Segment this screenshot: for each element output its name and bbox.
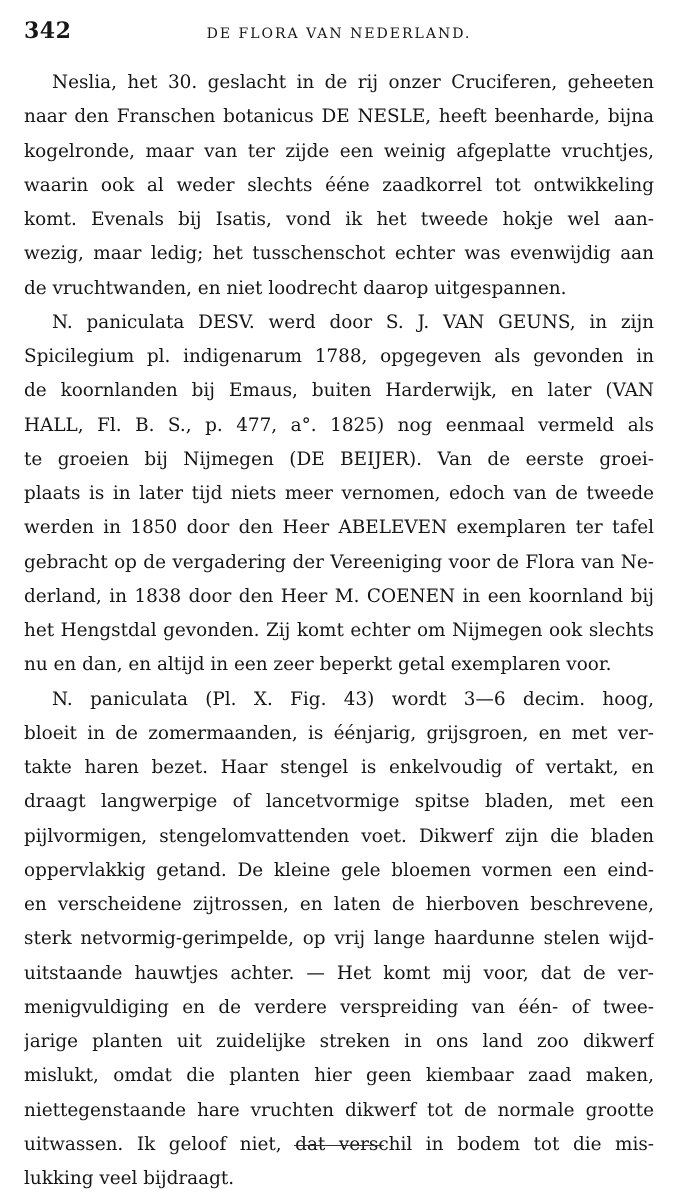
text-line: wezig, maar ledig; het tusschenschot echter was evenwijdig aan xyxy=(24,243,654,265)
text-line: lukking veel bijdraagt. xyxy=(24,1168,235,1189)
text-line: waarin ook al weder slechts ééne zaadkorrel tot ontwikkeling xyxy=(24,174,654,196)
text-line: uitstaande hauwtjes achter. — Het komt mij voor, dat de ver- xyxy=(24,962,654,984)
text-line: derland, in 1838 door den Heer M. COENEN in een koornland bij xyxy=(24,585,654,607)
text-line: HALL, Fl. B. S., p. 477, a°. 1825) nog eenmaal vermeld als xyxy=(24,414,654,436)
text-line: naar den Franschen botanicus DE NESLE, heeft beenharde, bijna xyxy=(24,106,654,128)
text-line: uitwassen. Ik geloof niet, dat verschil in bodem tot die mis- xyxy=(24,1133,654,1155)
text-line: Neslia, het 30. geslacht in de rij onzer Cruciferen, geheeten xyxy=(52,72,654,93)
text-line: Spicilegium pl. indigenarum 1788, opgegeven als gevonden in xyxy=(24,346,654,367)
text-line: kogelronde, maar van ter zijde een weinig afgeplatte vruchtjes, xyxy=(24,140,654,162)
section-divider xyxy=(294,1145,384,1146)
text-line: plaats is in later tijd niets meer vernomen, edoch van de tweede xyxy=(24,483,654,504)
text-line: bloeit in de zomermaanden, is éénjarig, grijsgroen, en met ver- xyxy=(24,722,654,744)
text-line: nu en dan, en altijd in een zeer beperkt getal exemplaren voor. xyxy=(24,654,612,676)
text-line: sterk netvormig-gerimpelde, op vrij lange haardunne stelen wijd- xyxy=(24,928,654,950)
running-title: DE FLORA VAN NEDERLAND. xyxy=(206,26,472,42)
text-line: N. paniculata DESV. werd door S. J. VAN GEUNS, in zijn xyxy=(52,311,654,333)
text-line: werden in 1850 door den Heer ABELEVEN exemplaren ter tafel xyxy=(24,517,654,539)
text-line: takte haren bezet. Haar stengel is enkelvoudig of vertakt, en xyxy=(24,757,654,778)
text-line: oppervlakkig getand. De kleine gele bloemen vormen een eind- xyxy=(24,859,654,881)
text-line: N. paniculata (Pl. X. Fig. 43) wordt 3—6 decim. hoog, xyxy=(52,688,654,710)
text-line: gebracht op de vergadering der Vereeniging voor de Flora van Ne- xyxy=(24,551,654,573)
body-text xyxy=(24,66,654,1196)
text-line: jarige planten uit zuidelijke streken in ons land zoo dikwerf xyxy=(24,1031,654,1052)
text-line: en verscheidene zijtrossen, en laten de hierboven beschrevene, xyxy=(24,894,654,915)
text-line: menigvuldiging en de verdere verspreiding van één- of twee- xyxy=(24,996,654,1018)
text-line: het Hengstdal gevonden. Zij komt echter om Nijmegen ook slechts xyxy=(24,620,654,641)
page-header xyxy=(24,18,654,46)
text-line: niettegenstaande hare vruchten dikwerf tot de normale grootte xyxy=(24,1099,654,1121)
text-line: pijlvormigen, stengelomvattenden voet. Dikwerf zijn die bladen xyxy=(24,825,654,847)
page-number: 342 xyxy=(24,18,72,44)
text-line: draagt langwerpige of lancetvormige spitse bladen, met een xyxy=(24,791,654,813)
text-line: mislukt, omdat die planten hier geen kiembaar zaad maken, xyxy=(24,1065,654,1087)
text-line: de koornlanden bij Emaus, buiten Harderwijk, en later (VAN xyxy=(24,380,654,402)
text-line: te groeien bij Nijmegen (DE BEIJER). Van de eerste groei- xyxy=(24,448,654,470)
text-line: de vruchtwanden, en niet loodrecht daarop uitgespannen. xyxy=(24,277,567,299)
text-line: komt. Evenals bij Isatis, vond ik het tweede hokje wel aan- xyxy=(24,209,654,230)
